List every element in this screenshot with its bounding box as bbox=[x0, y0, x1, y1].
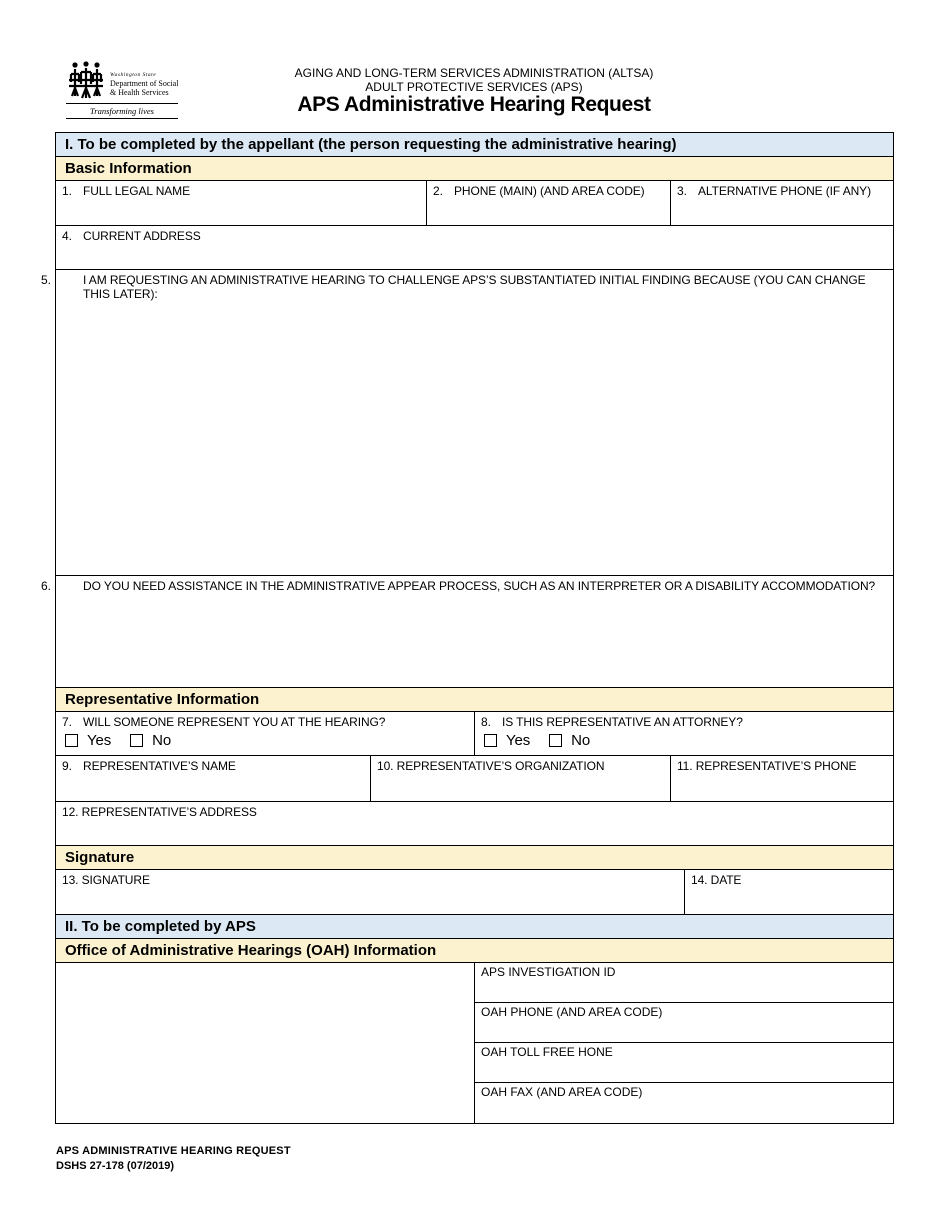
full-legal-name-label: FULL LEGAL NAME bbox=[83, 184, 190, 198]
oah-phone-field[interactable] bbox=[475, 1003, 893, 1043]
hearing-reason-field[interactable]: 5. I AM REQUESTING AN ADMINISTRATIVE HEARING TO CHALLENGE APS’S SUBSTANTIATED INITIAL FINDING BECAUSE (YOU CAN CHANGE THIS LATER): bbox=[41, 273, 866, 301]
attorney-yes-label: Yes bbox=[506, 732, 531, 749]
basic-information-heading: Basic Information bbox=[56, 157, 893, 181]
agency-name: AGING AND LONG-TERM SERVICES ADMINISTRATION (ALTSA) bbox=[294, 66, 654, 80]
attorney-no-checkbox[interactable] bbox=[549, 734, 562, 747]
dshs-logo bbox=[66, 60, 180, 120]
date-label: DATE bbox=[710, 873, 742, 887]
representative-address-field[interactable]: 12. REPRESENTATIVE’S ADDRESS bbox=[62, 805, 257, 819]
oah-information-block bbox=[56, 963, 893, 1123]
logo-department-text: Department of Social & Health Services bbox=[110, 79, 179, 97]
main-phone-field[interactable]: 2. PHONE (MAIN) (AND AREA CODE) bbox=[427, 181, 671, 225]
section-1-heading: I. To be completed by the appellant (the person requesting the administrative hearing) bbox=[56, 133, 893, 157]
signature-heading: Signature bbox=[56, 846, 893, 870]
representative-address-label: REPRESENTATIVE’S ADDRESS bbox=[81, 805, 257, 819]
oah-fax-label: OAH FAX (AND AREA CODE) bbox=[481, 1085, 643, 1099]
representative-name-field[interactable]: 9. REPRESENTATIVE’S NAME bbox=[56, 756, 371, 801]
aps-investigation-id-label: APS INVESTIGATION ID bbox=[481, 965, 616, 979]
oah-phone-label: OAH PHONE (AND AREA CODE) bbox=[481, 1005, 663, 1019]
represented-yes-label: Yes bbox=[87, 732, 112, 749]
representative-organization-field[interactable]: 10. REPRESENTATIVE’S ORGANIZATION bbox=[371, 756, 671, 801]
is-attorney-field: 8. IS THIS REPRESENTATIVE AN ATTORNEY? Yes No bbox=[481, 715, 743, 749]
attorney-yes-checkbox[interactable] bbox=[484, 734, 497, 747]
current-address-label: CURRENT ADDRESS bbox=[83, 229, 201, 243]
logo-tagline: Transforming lives bbox=[90, 106, 154, 116]
footer-form-number: DSHS 27-178 (07/2019) bbox=[56, 1160, 175, 1172]
alternative-phone-label: ALTERNATIVE PHONE (IF ANY) bbox=[698, 184, 871, 198]
representative-organization-label: REPRESENTATIVE’S ORGANIZATION bbox=[396, 759, 605, 773]
section-2-heading: II. To be completed by APS bbox=[56, 915, 893, 939]
representative-phone-field[interactable]: 11. REPRESENTATIVE’S PHONE bbox=[677, 759, 857, 773]
is-attorney-label: IS THIS REPRESENTATIVE AN ATTORNEY? bbox=[502, 715, 743, 729]
current-address-field[interactable]: 4. CURRENT ADDRESS bbox=[62, 229, 201, 243]
logo-divider bbox=[66, 118, 178, 119]
oah-toll-free-label: OAH TOLL FREE HONE bbox=[481, 1045, 613, 1059]
main-phone-label: PHONE (MAIN) (AND AREA CODE) bbox=[454, 184, 645, 198]
represented-no-checkbox[interactable] bbox=[130, 734, 143, 747]
oah-fax-field[interactable] bbox=[475, 1083, 893, 1123]
date-field[interactable]: 14. DATE bbox=[691, 873, 742, 887]
will-be-represented-label: WILL SOMEONE REPRESENT YOU AT THE HEARING? bbox=[83, 715, 386, 729]
assistance-needed-label: DO YOU NEED ASSISTANCE IN THE ADMINISTRATIVE APPEAR PROCESS, SUCH AS AN INTERPRETER OR A DISABILITY ACCOMMODATION? bbox=[83, 579, 876, 593]
represented-no-label: No bbox=[152, 732, 172, 749]
attorney-no-label: No bbox=[571, 732, 591, 749]
oah-information-heading: Office of Administrative Hearings (OAH) Information bbox=[56, 939, 893, 963]
signature-field[interactable]: 13. SIGNATURE bbox=[56, 870, 685, 914]
full-legal-name-field[interactable]: 1. FULL LEGAL NAME bbox=[56, 181, 427, 225]
assistance-needed-field[interactable]: 6. DO YOU NEED ASSISTANCE IN THE ADMINISTRATIVE APPEAR PROCESS, SUCH AS AN INTERPRETER OR A DISABILITY ACCOMMODATION? bbox=[41, 579, 876, 593]
form-title: APS Administrative Hearing Request bbox=[297, 93, 651, 116]
representative-information-heading: Representative Information bbox=[56, 688, 893, 712]
alternative-phone-field[interactable]: 3. ALTERNATIVE PHONE (IF ANY) bbox=[677, 184, 871, 198]
oah-address-area[interactable] bbox=[56, 963, 475, 1123]
aps-investigation-id-field[interactable] bbox=[475, 963, 893, 1003]
signature-label: SIGNATURE bbox=[81, 873, 150, 887]
logo-state-text: Washington State bbox=[110, 72, 157, 78]
logo-divider bbox=[66, 103, 178, 104]
family-figures-icon bbox=[66, 60, 106, 102]
program-name: ADULT PROTECTIVE SERVICES (APS) bbox=[365, 80, 583, 94]
represented-yes-checkbox[interactable] bbox=[65, 734, 78, 747]
footer-form-title: APS ADMINISTRATIVE HEARING REQUEST bbox=[56, 1145, 291, 1157]
oah-toll-free-field[interactable] bbox=[475, 1043, 893, 1083]
representative-phone-label: REPRESENTATIVE’S PHONE bbox=[695, 759, 857, 773]
will-be-represented-field: 7. WILL SOMEONE REPRESENT YOU AT THE HEARING? Yes No bbox=[56, 712, 475, 755]
hearing-request-form bbox=[41, 132, 894, 1124]
hearing-reason-label: I AM REQUESTING AN ADMINISTRATIVE HEARING TO CHALLENGE APS’S SUBSTANTIATED INITIAL FINDING BECAUSE (YOU CAN CHANGE THIS LATER): bbox=[83, 273, 866, 301]
representative-name-label: REPRESENTATIVE’S NAME bbox=[83, 759, 236, 773]
